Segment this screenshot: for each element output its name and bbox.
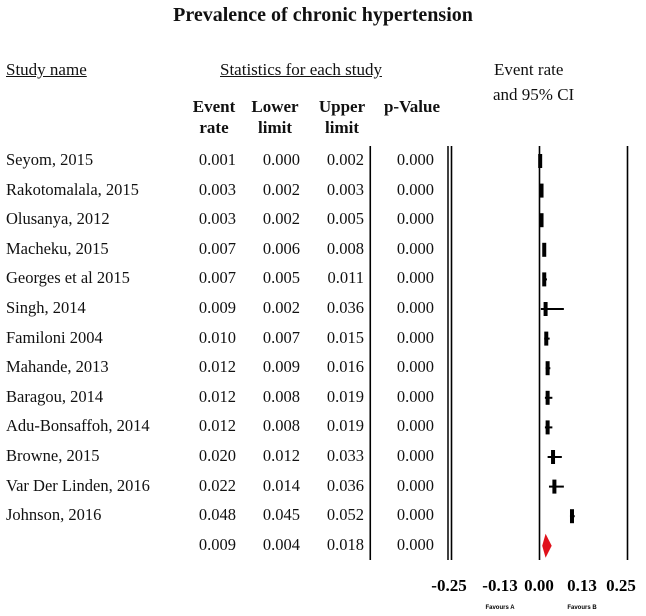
summary-rate: 0.009	[198, 534, 236, 554]
effect-marker	[538, 154, 542, 168]
study-rate: 0.009	[198, 298, 236, 317]
study-p: 0.000	[396, 179, 434, 199]
study-name: Var Der Linden, 2016	[6, 475, 150, 495]
x-tick-label: -0.25	[431, 576, 467, 595]
study-name: Seyom, 2015	[6, 150, 94, 169]
x-tick-label: 0.25	[606, 576, 636, 595]
study-upper: 0.019	[326, 416, 364, 436]
study-p: 0.000	[396, 475, 434, 495]
effect-marker	[546, 361, 550, 375]
favours-b-label: Favours B	[567, 605, 597, 611]
study-lower: 0.014	[262, 475, 300, 495]
column-header-lower-limit: Lower limit	[251, 97, 299, 137]
event-rate-ci-header-line2: and 95% CI	[493, 85, 575, 104]
study-rate: 0.020	[198, 446, 236, 465]
effect-marker	[542, 243, 546, 257]
study-name: Macheku, 2015	[6, 238, 109, 258]
effect-marker	[570, 509, 574, 523]
x-tick-label: -0.13	[482, 576, 518, 595]
study-lower: 0.045	[262, 505, 300, 525]
study-name: Familoni 2004	[6, 327, 103, 347]
column-header-p-value: p-Value	[383, 97, 441, 116]
study-p: 0.000	[396, 357, 434, 377]
study-upper: 0.005	[326, 209, 364, 229]
effect-marker	[551, 450, 555, 464]
study-p: 0.000	[396, 238, 434, 258]
study-upper: 0.052	[326, 505, 364, 525]
study-lower: 0.012	[262, 446, 300, 465]
study-lower: 0.006	[262, 238, 300, 258]
study-upper: 0.002	[326, 150, 364, 169]
effect-marker	[542, 272, 546, 286]
study-name: Browne, 2015	[6, 446, 100, 465]
study-name: Baragou, 2014	[6, 386, 104, 406]
effect-marker	[540, 213, 544, 227]
study-upper: 0.036	[326, 475, 364, 495]
study-upper: 0.019	[326, 386, 364, 406]
study-upper: 0.033	[326, 446, 364, 465]
study-rate: 0.012	[198, 416, 236, 436]
study-name: Rakotomalala, 2015	[6, 179, 139, 199]
chart-title: Prevalence of chronic hypertension	[173, 4, 473, 26]
study-lower: 0.005	[262, 268, 300, 288]
study-p: 0.000	[396, 298, 434, 317]
study-rate: 0.003	[198, 179, 236, 199]
effect-marker	[552, 480, 556, 494]
column-header-upper-limit: Upper limit	[318, 97, 366, 137]
study-rate: 0.007	[198, 238, 236, 258]
effect-marker	[544, 332, 548, 346]
study-name: Johnson, 2016	[6, 505, 102, 525]
study-rate: 0.001	[198, 150, 236, 169]
study-p: 0.000	[396, 416, 434, 436]
study-p: 0.000	[396, 209, 434, 229]
summary-p: 0.000	[396, 534, 434, 554]
study-lower: 0.007	[262, 327, 300, 347]
effect-marker	[546, 391, 550, 405]
study-p: 0.000	[396, 505, 434, 525]
study-lower: 0.002	[262, 179, 300, 199]
study-upper: 0.036	[326, 298, 364, 317]
study-p: 0.000	[396, 386, 434, 406]
study-name: Olusanya, 2012	[6, 209, 110, 229]
study-upper: 0.015	[326, 327, 364, 347]
study-p: 0.000	[396, 327, 434, 347]
study-lower: 0.002	[262, 298, 300, 317]
study-lower: 0.008	[262, 386, 300, 406]
study-rate: 0.007	[198, 268, 236, 288]
study-upper: 0.016	[326, 357, 364, 377]
study-upper: 0.003	[326, 179, 364, 199]
x-tick-label: 0.13	[567, 576, 597, 595]
summary-upper: 0.018	[326, 534, 364, 554]
study-rate: 0.010	[198, 327, 236, 347]
effect-marker	[544, 302, 548, 316]
study-lower: 0.000	[262, 150, 300, 169]
effect-marker	[540, 184, 544, 198]
study-upper: 0.011	[327, 268, 364, 288]
study-rate: 0.048	[198, 505, 236, 525]
study-p: 0.000	[396, 446, 434, 465]
study-p: 0.000	[396, 150, 434, 169]
study-lower: 0.009	[262, 357, 300, 377]
study-name: Adu-Bonsaffoh, 2014	[6, 416, 150, 436]
study-name: Georges et al 2015	[6, 268, 130, 288]
study-lower: 0.002	[262, 209, 300, 229]
column-header-event-rate: Event rate	[192, 97, 236, 137]
effect-marker	[546, 420, 550, 434]
study-name: Singh, 2014	[6, 298, 86, 317]
favours-a-label: Favours A	[485, 605, 515, 611]
event-rate-ci-header-line1: Event rate	[494, 60, 564, 79]
study-rate: 0.012	[198, 386, 236, 406]
summary-lower: 0.004	[262, 534, 300, 554]
x-tick-label: 0.00	[524, 576, 554, 595]
study-p: 0.000	[396, 268, 434, 288]
study-rate: 0.012	[198, 357, 236, 377]
study-rate: 0.003	[198, 209, 236, 229]
study-rate: 0.022	[198, 475, 236, 495]
study-name: Mahande, 2013	[6, 357, 109, 377]
summary-diamond	[542, 534, 551, 558]
study-lower: 0.008	[262, 416, 300, 436]
study-upper: 0.008	[326, 238, 364, 258]
statistics-header: Statistics for each study	[220, 60, 382, 79]
study-name-header: Study name	[6, 60, 87, 79]
